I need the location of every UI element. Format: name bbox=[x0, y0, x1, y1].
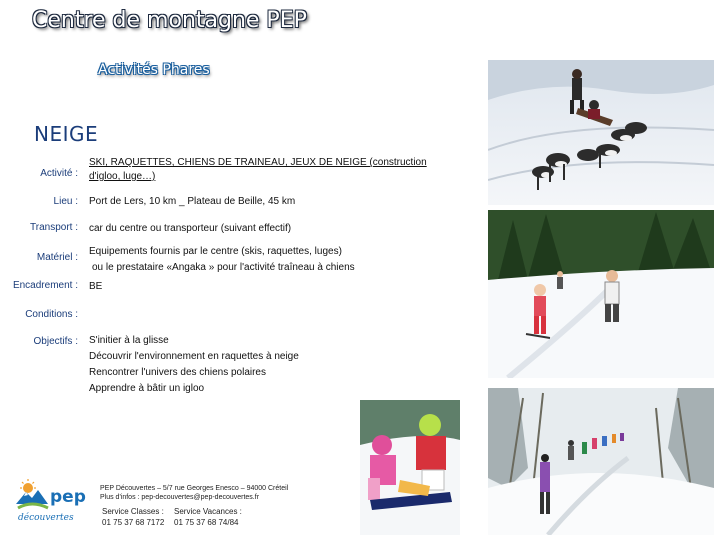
objectifs-label: Objectifs : bbox=[33, 336, 78, 347]
transport-label: Transport : bbox=[30, 222, 78, 233]
section-title: NEIGE bbox=[34, 122, 99, 146]
service-vacances-phone: 01 75 37 68 74/84 bbox=[174, 518, 239, 527]
footer-address: PEP Découvertes – 5/7 rue Georges Enesco – 94000 Créteil bbox=[100, 485, 289, 492]
activite-line-1: SKI, RAQUETTES, CHIENS DE TRAINEAU, JEUX DE NEIGE (construction bbox=[89, 157, 427, 168]
sledding-photo bbox=[360, 400, 460, 535]
logo-text: pep bbox=[50, 487, 86, 507]
dog-sled-photo bbox=[488, 60, 714, 205]
ski-children-photo bbox=[488, 210, 714, 378]
snowshoe-forest-illustration bbox=[488, 388, 714, 535]
pep-decouvertes-logo bbox=[14, 478, 92, 529]
dog-sled-illustration bbox=[488, 60, 714, 205]
footer-info: Plus d'infos : pep-decouvertes@pep-decouvertes.fr bbox=[100, 494, 260, 501]
activite-label: Activité : bbox=[40, 168, 78, 179]
service-classes bbox=[102, 506, 164, 528]
materiel-line-2: ou le prestataire «Angaka » pour l'activité traîneau à chiens bbox=[92, 262, 355, 273]
service-classes-label: Service Classes : bbox=[102, 507, 164, 516]
materiel-value bbox=[89, 244, 355, 276]
logo-subtext: découvertes bbox=[18, 513, 74, 523]
footer-contact bbox=[100, 484, 288, 502]
lieu-value: Port de Lers, 10 km _ Plateau de Beille, 45 km bbox=[89, 196, 296, 207]
pep-logo-icon bbox=[14, 478, 92, 524]
activite-value bbox=[89, 156, 427, 184]
conditions-label: Conditions : bbox=[25, 309, 78, 320]
lieu-label: Lieu : bbox=[53, 196, 78, 207]
objectif-4: Apprendre à bâtir un igloo bbox=[89, 383, 205, 394]
objectifs-value bbox=[89, 333, 299, 397]
transport-value: car du centre ou transporteur (suivant effectif) bbox=[89, 223, 292, 234]
sledding-illustration bbox=[360, 400, 460, 535]
service-vacances-label: Service Vacances : bbox=[174, 507, 242, 516]
page-title: Centre de montagne PEP bbox=[32, 8, 307, 33]
objectif-3: Rencontrer l'univers des chiens polaires bbox=[89, 367, 266, 378]
encadrement-value: BE bbox=[89, 281, 103, 292]
objectif-2: Découvrir l'environnement en raquettes à neige bbox=[89, 351, 299, 362]
ski-children-illustration bbox=[488, 210, 714, 378]
activite-line-2: d'igloo, luge…) bbox=[89, 171, 156, 182]
objectif-1: S'initier à la glisse bbox=[89, 335, 169, 346]
service-classes-phone: 01 75 37 68 7172 bbox=[102, 518, 165, 527]
encadrement-label: Encadrement : bbox=[12, 280, 78, 291]
page-subtitle: Activités Phares bbox=[98, 62, 210, 78]
snowshoe-forest-photo bbox=[488, 388, 714, 535]
materiel-line-1: Equipements fournis par le centre (skis, raquettes, luges) bbox=[89, 246, 342, 257]
service-vacances bbox=[174, 506, 242, 528]
materiel-label: Matériel : bbox=[36, 252, 78, 263]
